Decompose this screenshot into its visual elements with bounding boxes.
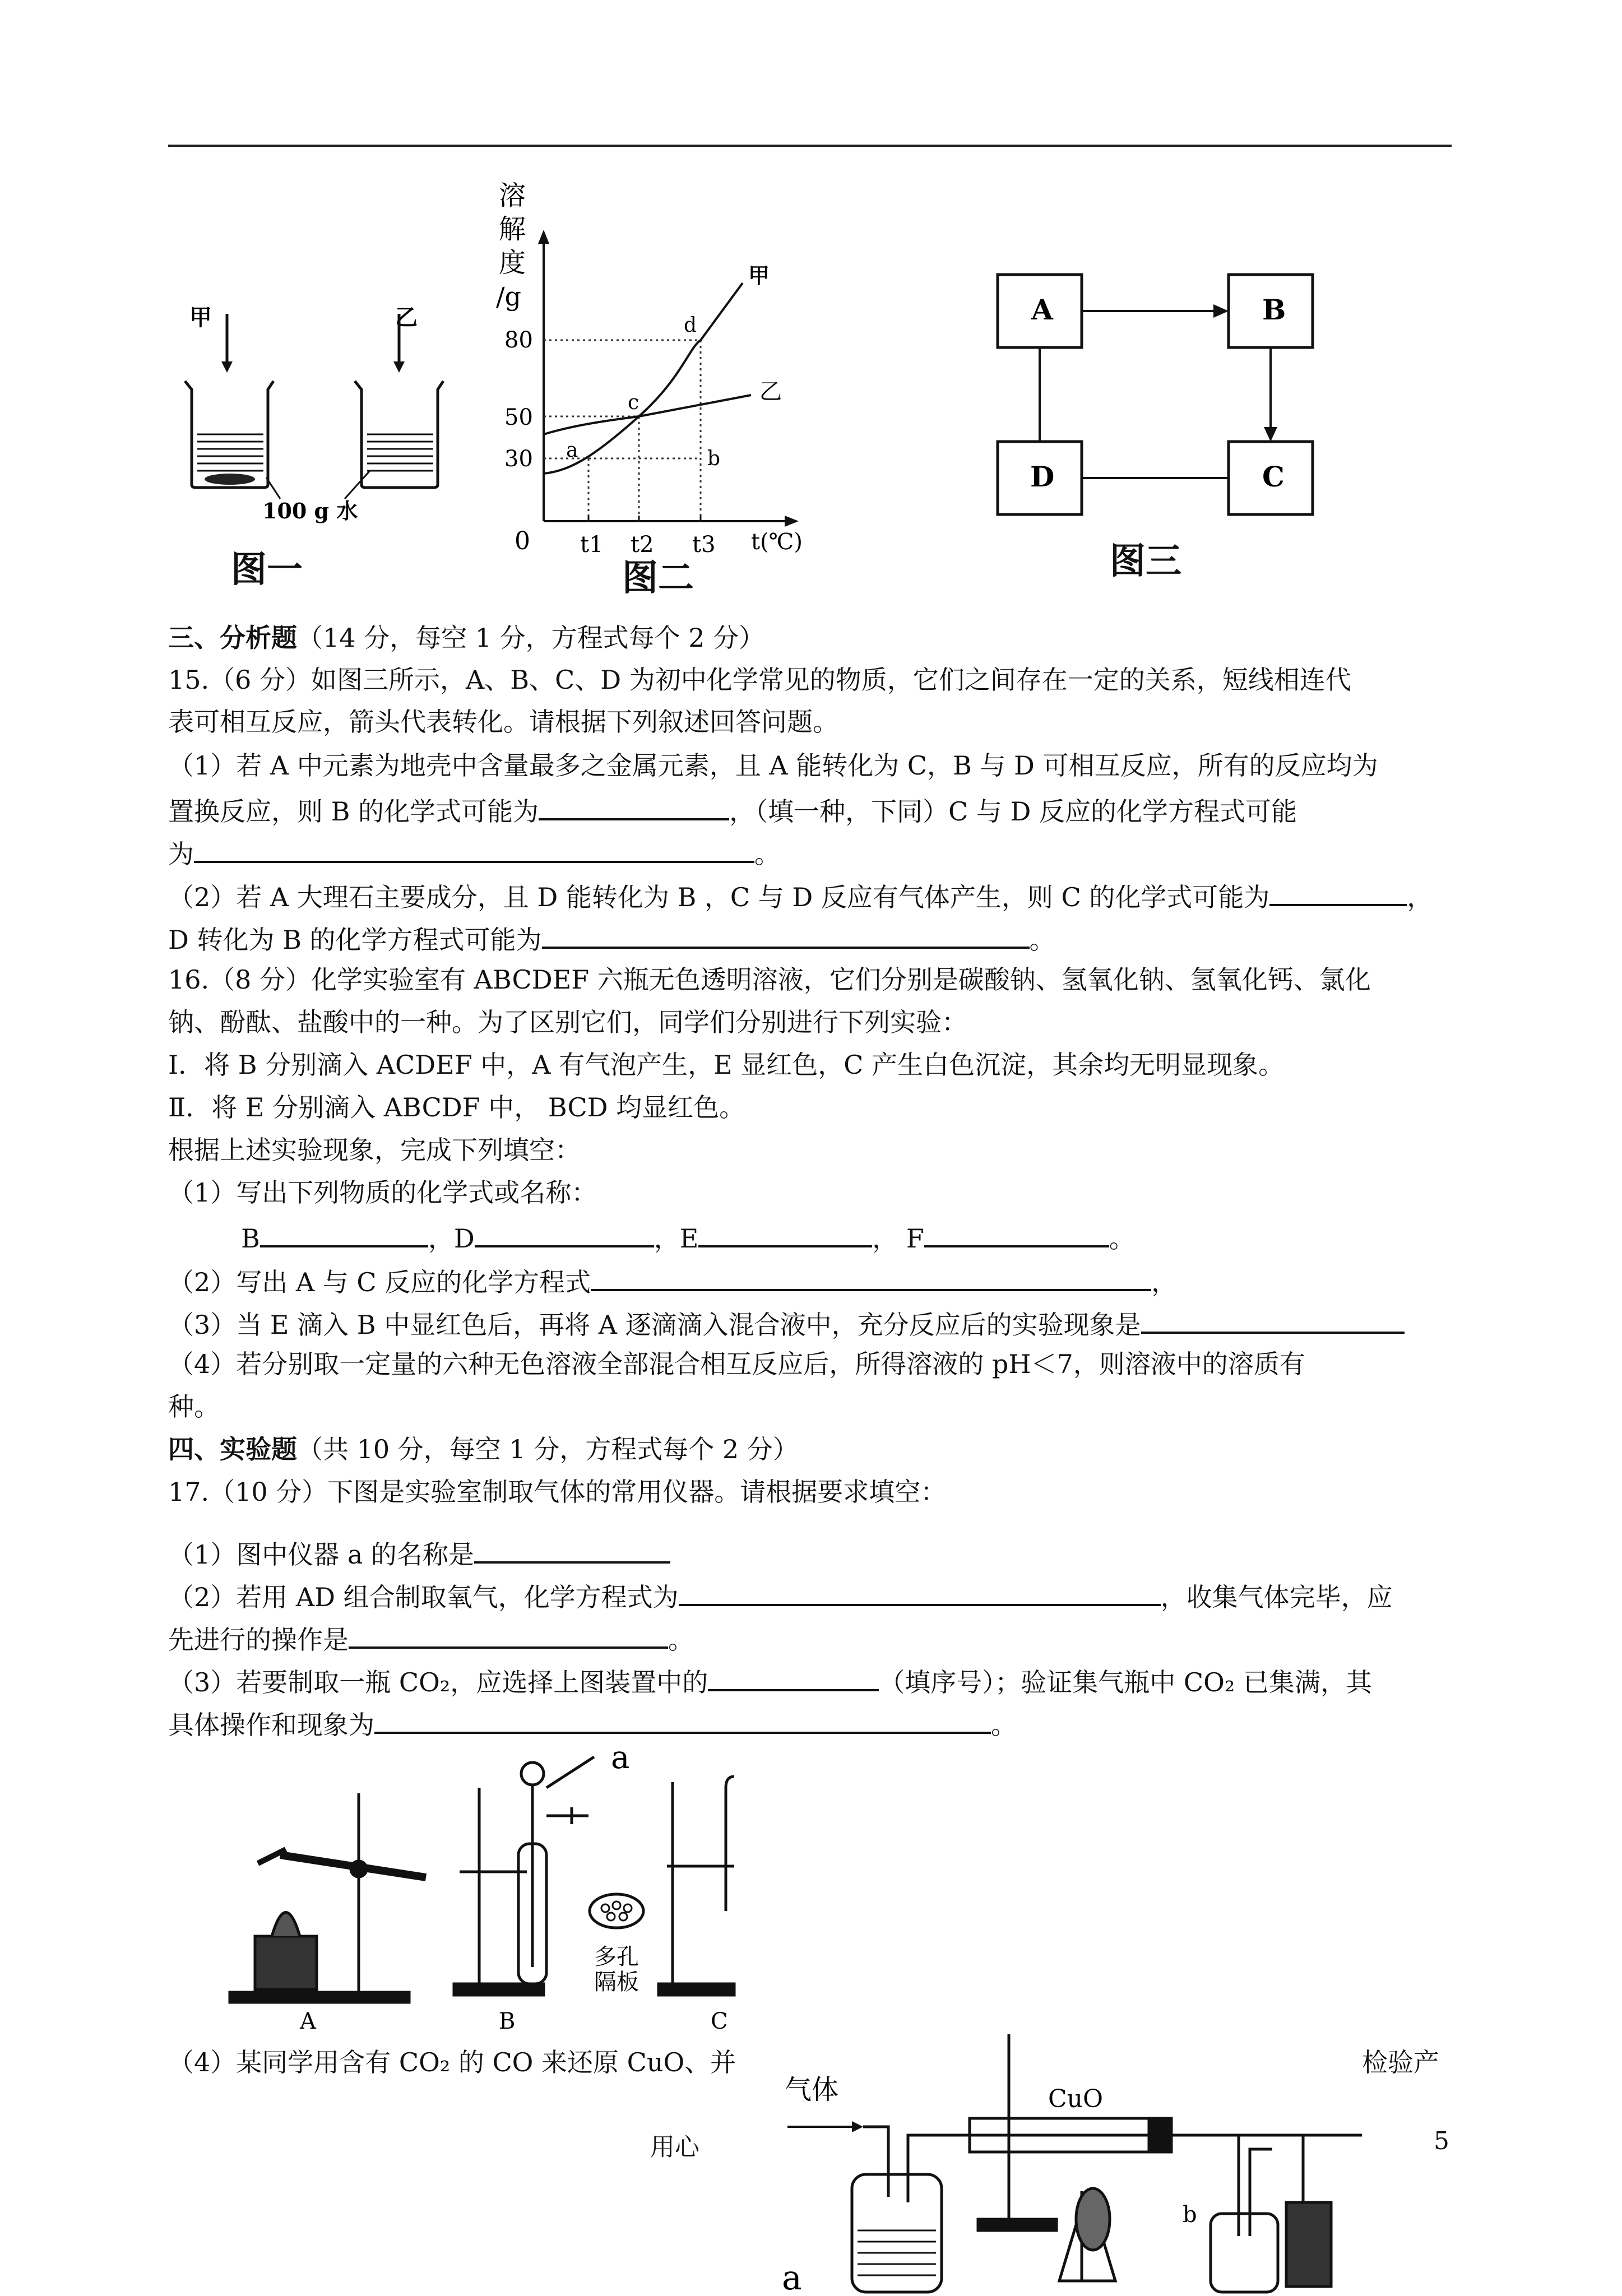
- section-4-title: 四、实验题: [168, 1434, 297, 1464]
- q17-4-right: 检验产: [1362, 2047, 1439, 2077]
- x-axis-title: t(℃): [751, 529, 803, 555]
- q15-1-text: 置换反应，则 B 的化学式可能为: [168, 796, 539, 827]
- fig1-label-yi: 乙: [395, 304, 418, 331]
- q16-2-text: （2）写出 A 与 C 反应的化学方程式: [168, 1267, 591, 1297]
- answer-blank[interactable]: [1141, 1305, 1405, 1334]
- q17-line1: 17.（10 分）下图是实验室制取气体的常用仪器。请根据要求填空：: [168, 1477, 947, 1507]
- q16-step-i: Ⅰ．将 B 分别滴入 ACDEF 中，A 有气泡产生，E 显红色，C 产生白色沉淀，其余均无明显现象。: [168, 1050, 1285, 1080]
- header-rule: [168, 145, 1452, 147]
- figure-2: [488, 179, 852, 605]
- answer-blank[interactable]: [475, 1218, 654, 1247]
- apparatus-drawings: [224, 1743, 740, 2040]
- fig1-water-label: 100 g 水: [262, 498, 358, 523]
- y-title-2: 解: [499, 214, 526, 245]
- section-3-note: （14 分，每空 1 分，方程式每个 2 分）: [297, 623, 765, 653]
- y-title-3: 度: [499, 247, 526, 279]
- x-tick-t2: t2: [631, 532, 654, 558]
- q17-3-line2: [168, 1705, 1017, 1742]
- y-tick-80: 80: [504, 327, 533, 353]
- point-d: d: [684, 314, 697, 337]
- q17-2-line2: [168, 1620, 694, 1657]
- q17-3-end: 。: [991, 1710, 1017, 1740]
- answer-blank[interactable]: [542, 920, 1030, 949]
- q15-1-line2: [168, 791, 1297, 828]
- x-tick-t3: t3: [692, 532, 716, 558]
- q15-2-text-b: D 转化为 B 的化学方程式可能为: [168, 925, 542, 955]
- fig2-caption: 图二: [622, 558, 694, 599]
- q16-line2: 钠、酚酞、盐酸中的一种。为了区别它们，同学们分别进行下列实验：: [168, 1007, 967, 1037]
- answer-blank[interactable]: [194, 834, 754, 863]
- apparatus-label-A: A: [300, 2009, 316, 2034]
- q15-line2: 表可相互反应，箭头代表转化。请根据下列叙述回答问题。: [168, 707, 838, 737]
- section-4-note: （共 10 分，每空 1 分，方程式每个 2 分）: [297, 1434, 799, 1464]
- answer-blank[interactable]: [474, 1534, 670, 1564]
- q16-3: [168, 1305, 1405, 1342]
- q16-line3: 根据上述实验现象，完成下列填空：: [168, 1135, 581, 1165]
- fig1-caption: 图一: [231, 549, 303, 591]
- gas-label: 气体: [785, 2074, 839, 2105]
- page-number: 5: [1434, 2127, 1449, 2155]
- answer-blank[interactable]: [591, 1262, 1151, 1291]
- box-C: C: [1262, 460, 1285, 493]
- answer-blank[interactable]: [679, 1577, 1161, 1606]
- q17-2-text: （2）若用 AD 组合制取氧气，化学方程式为: [168, 1582, 679, 1612]
- point-a: a: [566, 439, 578, 462]
- q16-2-comma: ，: [1151, 1267, 1178, 1297]
- q15-2-text: （2）若 A 大理石主要成分，且 D 能转化为 B ，C 与 D 反应有气体产生，则 C 的化学式可能为: [168, 882, 1270, 912]
- q15-2-end: 。: [1029, 925, 1055, 955]
- plate-label-2: 隔板: [594, 1969, 639, 1995]
- apparatus-figure: [224, 1743, 740, 2040]
- q17-3-text: （3）若要制取一瓶 CO₂，应选择上图装置中的: [168, 1667, 708, 1697]
- answer-blank[interactable]: [1269, 877, 1407, 906]
- q17-2-text-c: 先进行的操作是: [168, 1625, 349, 1655]
- curve-label-jia: 甲: [748, 263, 770, 288]
- q16-3-text: （3）当 E 滴入 B 中显红色后，再将 A 逐滴滴入混合液中，充分反应后的实验现象是: [168, 1310, 1141, 1340]
- q15-line1: 15.（6 分）如图三所示，A、B、C、D 为初中化学常见的物质，它们之间存在一定的关系，短线相连代: [168, 665, 1351, 695]
- apparatus-label-C: C: [711, 2009, 728, 2034]
- q15-1-text-b: ，（填一种，下同）C 与 D 反应的化学方程式可能: [729, 796, 1297, 827]
- q16-1: （1）写出下列物质的化学式或名称：: [168, 1177, 597, 1208]
- bottle-b-label: b: [1183, 2202, 1197, 2228]
- answer-blank[interactable]: [698, 1218, 872, 1247]
- answer-blank[interactable]: [349, 1620, 668, 1649]
- answer-blank[interactable]: [539, 791, 729, 820]
- bottle-a-label: a: [782, 2258, 802, 2294]
- y-title-1: 溶: [499, 180, 526, 211]
- section-3-title: 三、分析题: [168, 623, 297, 653]
- reduction-drawing: [779, 2034, 1468, 2294]
- q17-2-line1: [168, 1577, 1393, 1614]
- fig1-label-jia: 甲: [189, 304, 212, 331]
- q16-1-answers: [241, 1218, 1135, 1255]
- q17-1-text: （1）图中仪器 a 的名称是: [168, 1539, 474, 1570]
- fig3-caption: 图三: [1110, 541, 1181, 582]
- apparatus-label-B: B: [499, 2009, 516, 2034]
- solubility-chart: [488, 179, 852, 605]
- box-A: A: [1031, 293, 1053, 326]
- point-c: c: [628, 391, 639, 414]
- label-a: a: [611, 1743, 630, 1776]
- q16-4-line1: （4）若分别取一定量的六种无色溶液全部混合相互反应后，所得溶液的 pH＜7，则溶液中的溶质有: [168, 1349, 1305, 1379]
- q17-3-line1: [168, 1662, 1372, 1699]
- footer-left: 用心: [650, 2133, 699, 2162]
- q15-2-line2: [168, 920, 1055, 957]
- cuo-label: CuO: [1048, 2085, 1104, 2113]
- q17-1: [168, 1534, 670, 1571]
- label-d: ，D: [428, 1223, 475, 1254]
- q15-1-text-c: 为: [168, 839, 194, 869]
- q16-1-end: 。: [1109, 1223, 1135, 1254]
- label-f: ， F: [872, 1223, 924, 1254]
- section-3-heading: [168, 621, 764, 655]
- q16-2: [168, 1262, 1177, 1299]
- box-B: B: [1262, 293, 1286, 326]
- q15-1-line3: [168, 834, 780, 871]
- plate-label-1: 多孔: [594, 1944, 639, 1970]
- point-b: b: [707, 447, 721, 470]
- q15-1-line1: （1）若 A 中元素为地壳中含量最多之金属元素，且 A 能转化为 C，B 与 D 可相互反应，所有的反应均为: [168, 750, 1378, 781]
- q15-2-comma: ，: [1407, 882, 1433, 912]
- q16-line1: 16.（8 分）化学实验室有 ABCDEF 六瓶无色透明溶液，它们分别是碳酸钠、氢氧化钠、氢氧化钙、氯化: [168, 964, 1371, 995]
- label-e: ，E: [654, 1223, 699, 1254]
- answer-blank[interactable]: [924, 1218, 1109, 1247]
- reduction-apparatus: [779, 2034, 1468, 2294]
- label-b: B: [241, 1223, 260, 1254]
- curve-yi: [544, 395, 751, 434]
- figure-1: [168, 291, 471, 594]
- q17-3-text-b: （填序号）；验证集气瓶中 CO₂ 已集满，其: [879, 1667, 1372, 1697]
- figure-3: [992, 263, 1328, 600]
- q17-2-end: 。: [668, 1625, 694, 1655]
- section-4-heading: [168, 1432, 799, 1466]
- origin-label: 0: [515, 527, 530, 555]
- curve-label-yi: 乙: [759, 379, 782, 405]
- beakers-diagram: [168, 291, 471, 594]
- q17-2-text-b: ，收集气体完毕，应: [1160, 1582, 1393, 1612]
- q15-2-line1: [168, 877, 1433, 914]
- relation-diagram: [992, 263, 1328, 527]
- y-title-4: /g: [496, 281, 521, 312]
- q16-step-ii: Ⅱ．将 E 分别滴入 ABCDF 中， BCD 均显红色。: [168, 1092, 745, 1123]
- box-D: D: [1030, 460, 1055, 493]
- q15-1-end: 。: [754, 839, 780, 869]
- y-tick-50: 50: [504, 405, 533, 430]
- answer-blank[interactable]: [260, 1218, 428, 1247]
- q17-4-left: （4）某同学用含有 CO₂ 的 CO 来还原 CuO、并: [168, 2047, 736, 2077]
- y-tick-30: 30: [504, 446, 533, 472]
- q17-3-text-c: 具体操作和现象为: [168, 1710, 374, 1740]
- x-tick-t1: t1: [580, 532, 604, 558]
- answer-blank[interactable]: [708, 1662, 879, 1691]
- q16-4-line2: 种。: [168, 1391, 220, 1422]
- answer-blank[interactable]: [374, 1705, 991, 1734]
